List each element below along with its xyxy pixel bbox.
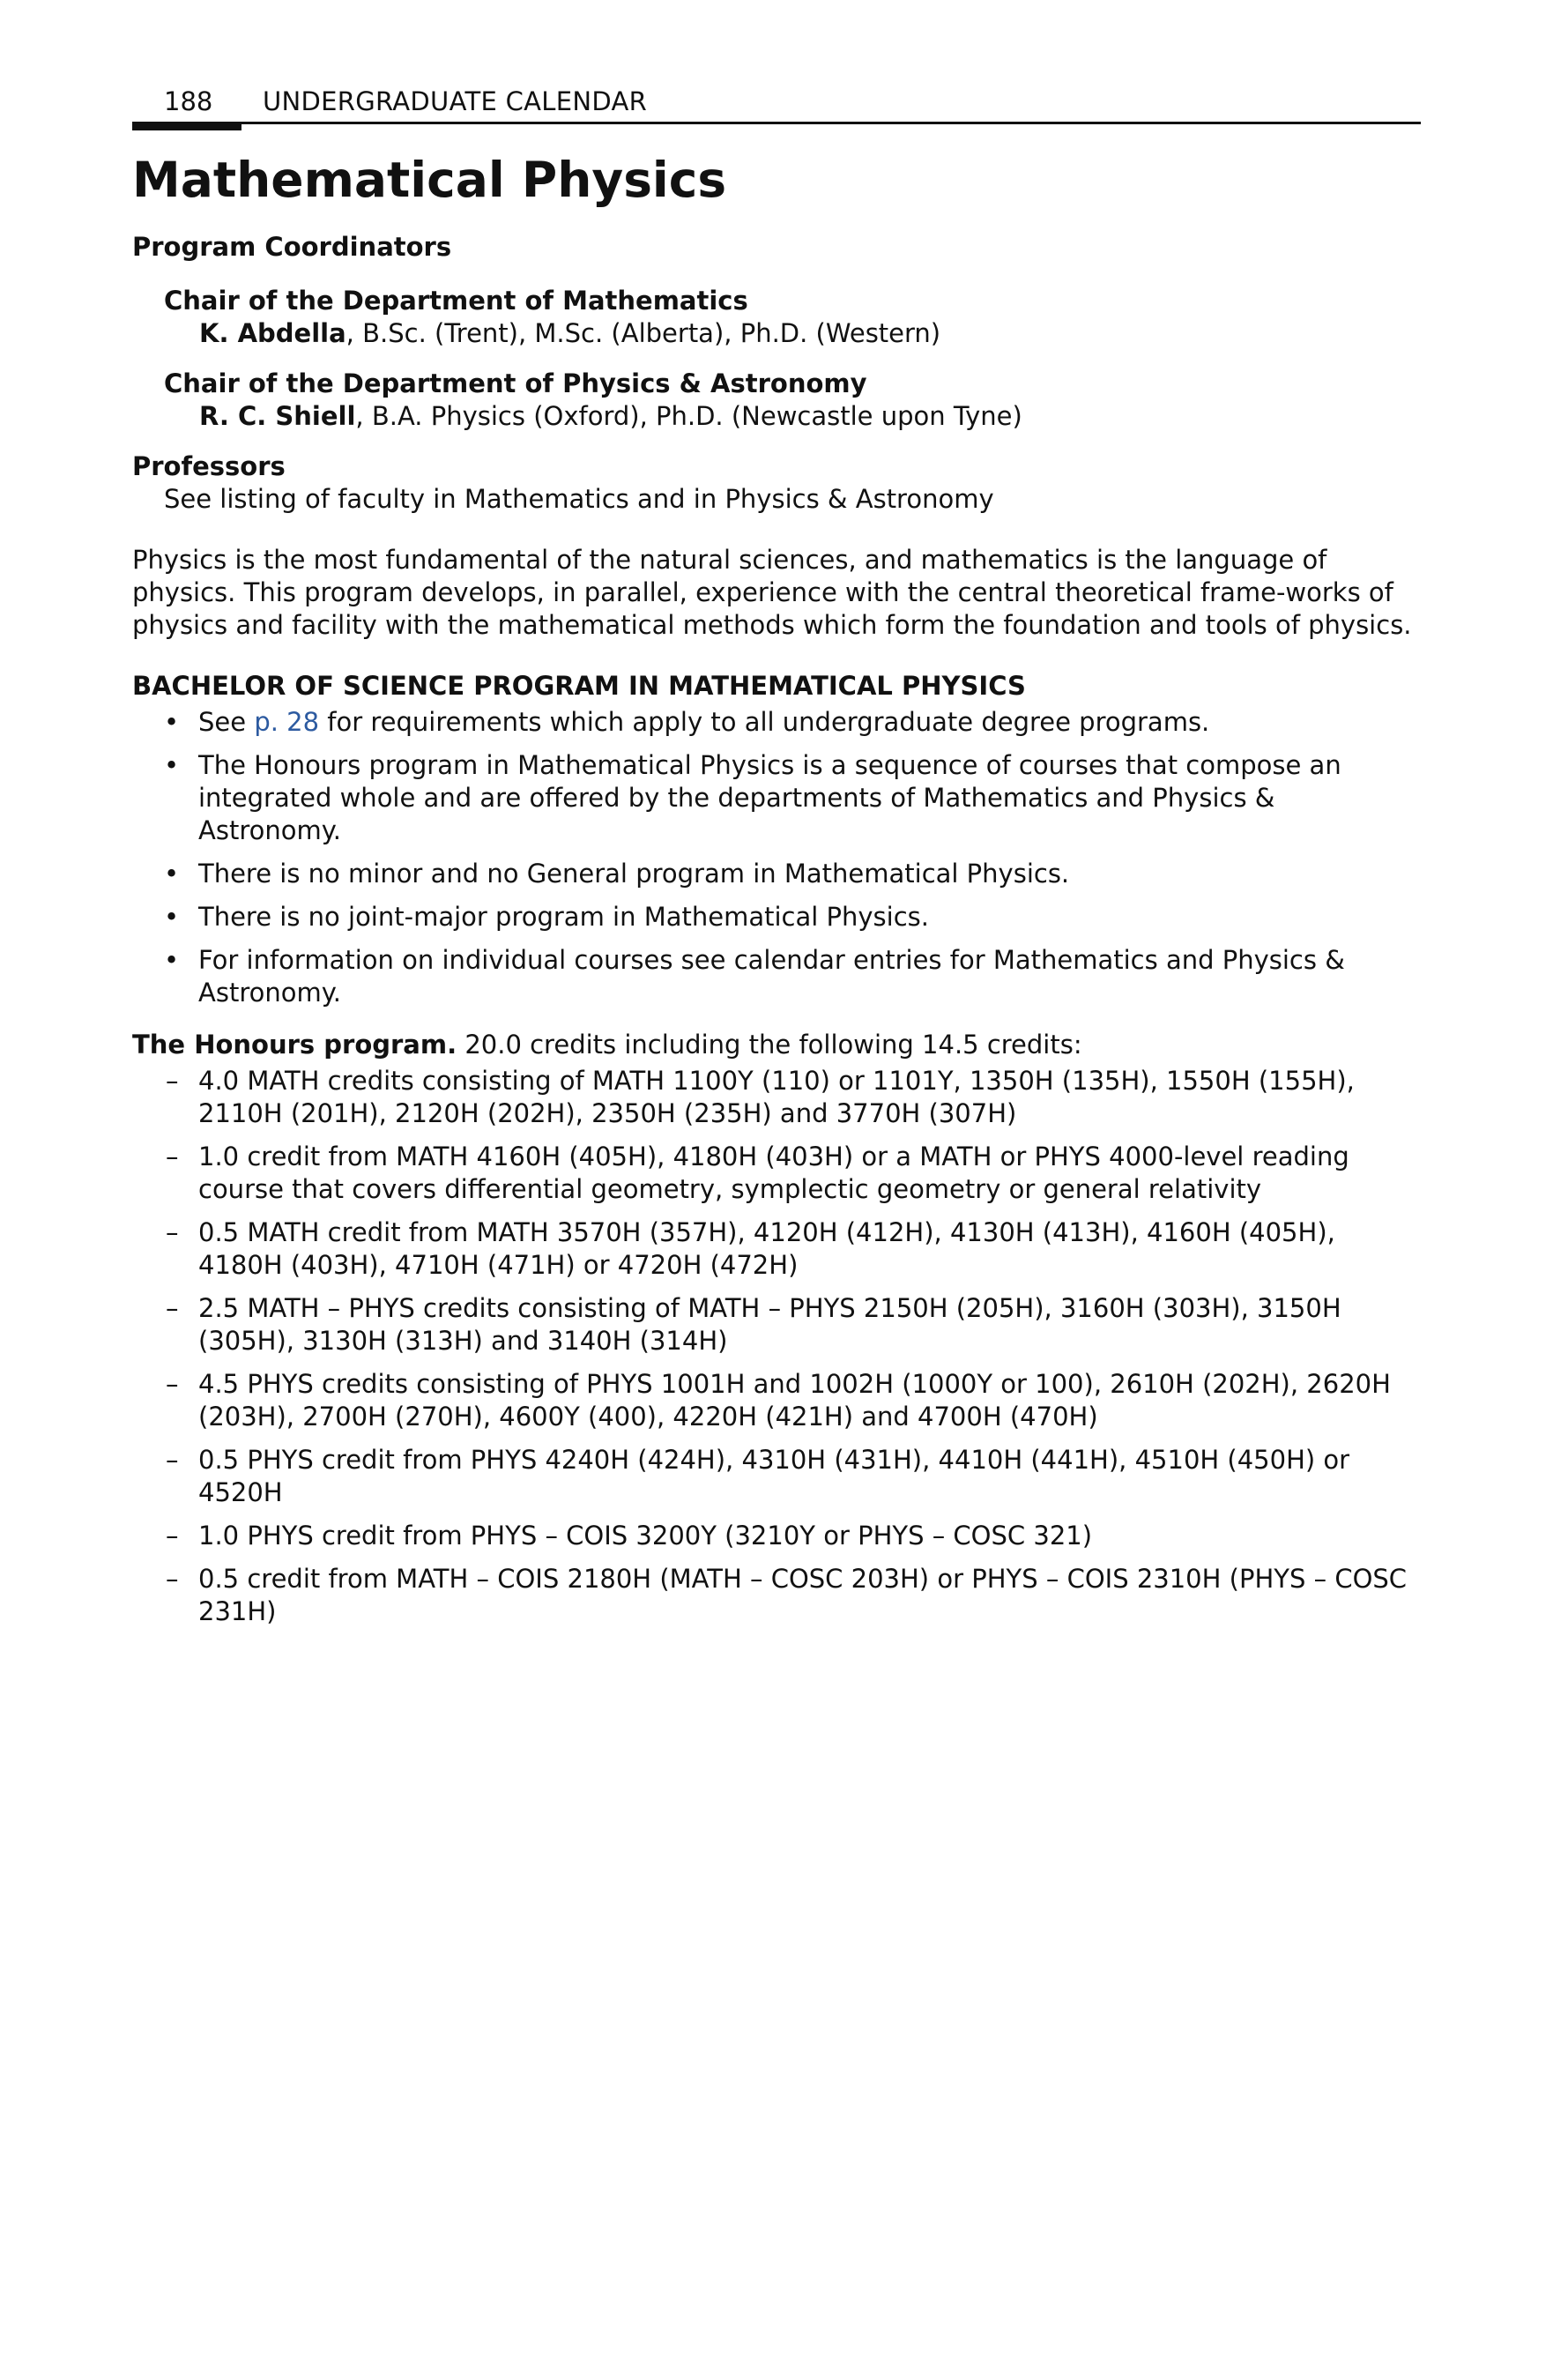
running-head: UNDERGRADUATE CALENDAR — [263, 86, 648, 116]
chair-title: Chair of the Department of Physics & Astronomy — [164, 368, 867, 398]
page-title: Mathematical Physics — [132, 152, 727, 208]
list-item: – 1.0 credit from MATH 4160H (405H), 4180H (403H) or a MATH or PHYS 4000-level reading course that covers differential geometry, symplectic geometry or general relativity — [166, 1142, 1349, 1204]
chair-person — [164, 400, 1421, 433]
list-item: – 1.0 PHYS credit from PHYS – COIS 3200Y (3210Y or PHYS – COSC 321) — [166, 1521, 1093, 1551]
dash-marker: – — [166, 1369, 179, 1399]
honours-program-intro — [132, 1029, 1421, 1061]
list-item: – 2.5 MATH – PHYS credits consisting of MATH – PHYS 2150H (205H), 3160H (303H), 3150H (305H), 3130H (313H) and 3140H (314H) — [166, 1293, 1341, 1356]
list-item: – 0.5 MATH credit from MATH 3570H (357H), 4120H (412H), 4130H (413H), 4160H (405H), 4180H (403H), 4710H (471H) or 4720H (472H) — [166, 1217, 1335, 1280]
bullet-marker: • — [164, 859, 180, 889]
bullet-marker: • — [164, 750, 180, 780]
header-rule-accent — [132, 122, 241, 130]
page-header — [132, 79, 1421, 122]
list-item: • There is no minor and no General program in Mathematical Physics. — [164, 859, 1070, 889]
bullet-marker: • — [164, 902, 180, 932]
professors-heading: Professors — [132, 451, 286, 481]
chair-name: R. C. Shiell — [199, 401, 356, 431]
list-item: • See p. 28 for requirements which apply to all undergraduate degree programs. — [164, 707, 1210, 737]
chair-person — [164, 317, 1421, 350]
list-item: – 0.5 PHYS credit from PHYS 4240H (424H), 4310H (431H), 4410H (441H), 4510H (450H) or 4520H — [166, 1445, 1350, 1507]
calendar-page — [132, 79, 1421, 1639]
bullet-marker: • — [164, 707, 180, 737]
honours-lead: The Honours program. — [132, 1030, 457, 1060]
page-number: 188 — [164, 86, 213, 116]
dash-marker: – — [166, 1521, 179, 1551]
chair-name: K. Abdella — [199, 318, 346, 348]
list-item: – 4.5 PHYS credits consisting of PHYS 1001H and 1002H (1000Y or 100), 2610H (202H), 2620H (203H), 2700H (270H), 4600Y (400), 4220H (421H) and 4700H (470H) — [166, 1369, 1391, 1432]
coordinators-heading: Program Coordinators — [132, 232, 452, 262]
list-item: • For information on individual courses see calendar entries for Mathematics and Physics & Astronomy. — [164, 945, 1345, 1008]
dash-marker: – — [166, 1142, 179, 1171]
chair-mathematics — [132, 285, 1421, 350]
bsc-heading: BACHELOR OF SCIENCE PROGRAM IN MATHEMATICAL PHYSICS — [132, 671, 1026, 701]
bsc-bullet-list — [132, 706, 1421, 1009]
dash-marker: – — [166, 1445, 179, 1475]
dash-marker: – — [166, 1293, 179, 1323]
professors-text: See listing of faculty in Mathematics and in Physics & Astronomy — [164, 484, 994, 514]
page-reference-link[interactable]: p. 28 — [254, 707, 320, 737]
list-item: • There is no joint-major program in Mathematical Physics. — [164, 902, 929, 932]
list-item: • The Honours program in Mathematical Physics is a sequence of courses that compose an integrated whole and are offered by the departments of Mathematics and Physics & Astronomy. — [164, 750, 1341, 845]
header-rule — [132, 122, 1421, 124]
chair-credentials: , B.Sc. (Trent), M.Sc. (Alberta), Ph.D. (Western) — [346, 318, 941, 348]
honours-text: 20.0 credits including the following 14.5 credits: — [457, 1030, 1082, 1060]
dash-marker: – — [166, 1066, 179, 1096]
dash-marker: – — [166, 1564, 179, 1594]
list-item: – 4.0 MATH credits consisting of MATH 1100Y (110) or 1101Y, 1350H (135H), 1550H (155H), 2110H (201H), 2120H (202H), 2350H (235H) and 3770H (307H) — [166, 1066, 1355, 1128]
chair-physics — [132, 368, 1421, 433]
chair-credentials: , B.A. Physics (Oxford), Ph.D. (Newcastle upon Tyne) — [355, 401, 1022, 431]
bullet-marker: • — [164, 945, 180, 975]
intro-paragraph: Physics is the most fundamental of the natural sciences, and mathematics is the language of physics. This program develops, in parallel, experience with the central theoretical frame-works of physics and facility with the mathematical methods which form the foundation and tools of physics. — [132, 545, 1412, 640]
list-item: – 0.5 credit from MATH – COIS 2180H (MATH – COSC 203H) or PHYS – COIS 2310H (PHYS – COSC 231H) — [166, 1564, 1408, 1626]
dash-marker: – — [166, 1217, 179, 1247]
chair-title: Chair of the Department of Mathematics — [164, 286, 748, 316]
honours-requirement-list — [132, 1065, 1421, 1628]
